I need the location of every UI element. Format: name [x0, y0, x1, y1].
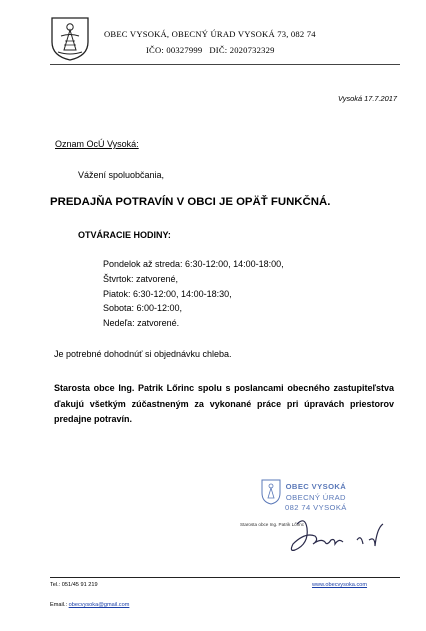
- hours-line: Piatok: 6:30-12:00, 14:00-18:30,: [103, 288, 232, 299]
- handwritten-signature: [265, 510, 395, 562]
- footer-website-link[interactable]: www.obecvysoka.com: [312, 582, 368, 588]
- notice-title: Oznam OcÚ Vysoká:: [55, 139, 139, 149]
- opening-hours-list: [103, 257, 284, 331]
- coat-of-arms-emblem: [50, 16, 90, 62]
- stamp-line: OBEC VYSOKÁ: [285, 482, 347, 491]
- footer-email-link[interactable]: obecvysoka@gmail.com: [68, 602, 130, 608]
- greeting: Vážení spoluobčania,: [78, 170, 165, 180]
- footer-phone: Tel.: 051/45 91 219: [50, 582, 98, 588]
- opening-hours-title: OTVÁRACIE HODINY:: [78, 230, 171, 240]
- header-ids-line: IČO: 00327999 DIČ: 2020732329: [146, 45, 275, 55]
- headline: PREDAJŇA POTRAVÍN V OBCI JE OPÄŤ FUNKČNÁ.: [50, 196, 331, 208]
- thanks-paragraph: Starosta obce Ing. Patrik Lőrinc spolu s poslancami obecného zastupiteľstva ďakujú všetkým zúčastneným za vykonané práce pri úpravách priestorov predajne potravín.: [54, 383, 394, 424]
- hours-line: Štvrtok: zatvorené,: [103, 273, 179, 284]
- document-date: Vysoká 17.7.2017: [337, 94, 397, 103]
- header-divider: [50, 64, 400, 65]
- stamp-emblem-icon: [260, 478, 282, 506]
- official-stamp: [285, 482, 347, 514]
- hours-line: Nedeľa: zatvorené.: [103, 318, 180, 329]
- hours-line: Pondelok až streda: 6:30-12:00, 14:00-18:00,: [103, 259, 284, 269]
- footer-divider: [50, 577, 400, 578]
- footer-email-row: [50, 602, 129, 608]
- bread-order-note: Je potrebné dohodnúť si objednávku chleba.: [54, 349, 232, 359]
- header-org-line: OBEC VYSOKÁ, OBECNÝ ÚRAD VYSOKÁ 73, 082 74: [104, 29, 316, 39]
- stamp-line: 082 74 VYSOKÁ: [285, 503, 347, 512]
- stamp-line: OBECNÝ ÚRAD: [285, 492, 346, 502]
- hours-line: Sobota: 6:00-12:00,: [103, 303, 183, 314]
- signature-label: Starosta obce Ing. Patrik Lőrinc: [240, 522, 305, 527]
- footer-email-label: Email.:: [50, 602, 69, 608]
